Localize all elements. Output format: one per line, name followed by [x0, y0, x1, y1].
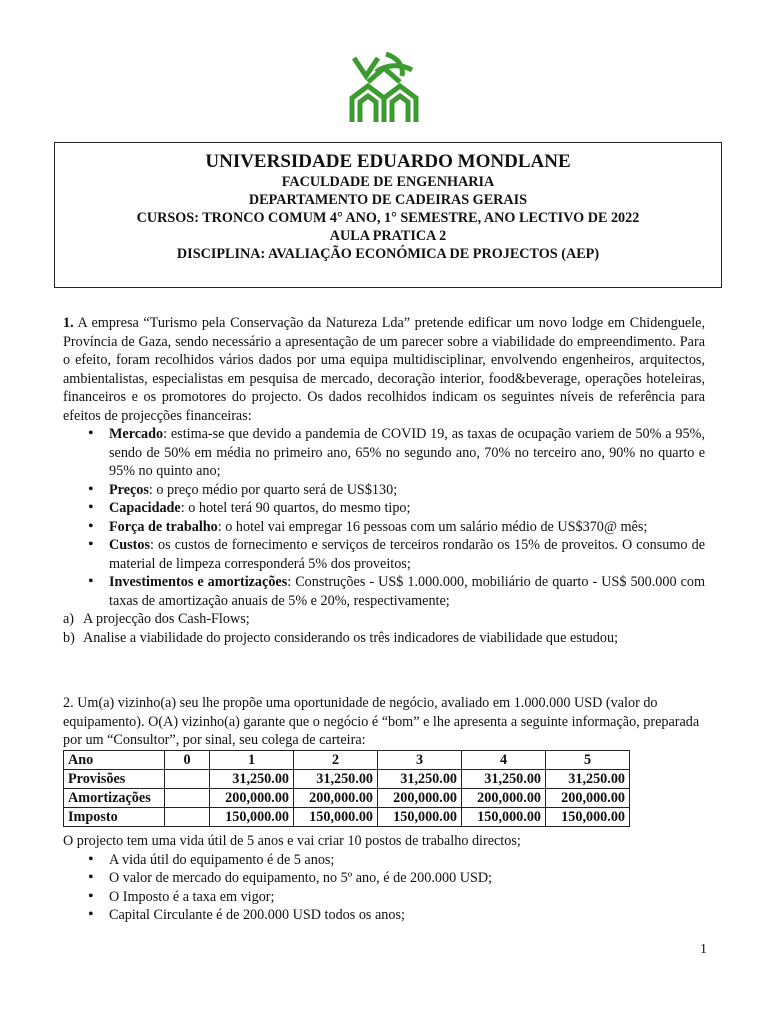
table-cell: 200,000.00 [210, 789, 294, 808]
list-item: • Capital Circulante é de 200.000 USD todos os anos; [63, 906, 713, 925]
bullet-text: : o hotel vai empregar 16 pessoas com um salário médio de US$370@ mês; [217, 518, 648, 535]
university-logo [346, 50, 422, 130]
class-line: AULA PRATICA 2 [329, 228, 447, 244]
table-cell: 150,000.00 [210, 808, 294, 827]
table-header-cell: 3 [378, 751, 462, 770]
list-item [63, 573, 705, 610]
subject-line: DISCIPLINA: AVALIAÇÃO ECONÓMICA DE PROJECTOS (AEP) [176, 246, 600, 262]
table-row [64, 789, 630, 808]
question-2-intro: 2. Um(a) vizinho(a) seu lhe propõe uma oportunidade de negócio, avaliado em 1.000.000 USD (valor do equipamento). O(A) vizinho(a) garante que o negócio é “bom” e lhe apresenta a seguinte informação, preparada por um “Consultor”, por sinal, seu colega de carteira: [63, 695, 700, 748]
list-item [63, 518, 705, 537]
item-label: b) [63, 629, 75, 646]
cash-flow-table [63, 750, 630, 827]
list-item [63, 536, 705, 573]
table-cell: Imposto [64, 808, 165, 827]
question-1-text: A empresa “Turismo pela Conservação da Natureza Lda” pretende edificar um novo lodge em Chidenguele, Província de Gaza, sendo necessário a apresentação de um parecer sobre a viabilidade do empreendimento. Para o efeito, foram recolhidos vários dados por uma equipa multidisciplinar, envolvendo engenheiros, arquitectos, ambientalistas, especialistas em pesquisa de mercado, decoração interior, food&beverage, operações hoteleiras, financeiros e os promotores do projecto. Os dados recolhidos indicam os seguintes níveis de referência para efeitos de projecções financeiras: [63, 315, 705, 424]
bullet-text: : Construções - US$ 1.000.000, mobiliário de quarto - US$ 500.000 com taxas de amortização anuais de 5% e 20%, respectivamente; [109, 574, 706, 609]
bullet-text: : o preço médio por quarto será de US$130; [148, 481, 398, 498]
table-header-cell: 0 [165, 751, 210, 770]
courses-line: CURSOS: TRONCO COMUM 4° ANO, 1° SEMESTRE, ANO LECTIVO DE 2022 [136, 210, 640, 226]
bullet-term: Investimentos e amortizações [109, 574, 288, 590]
table-header-cell: Ano [64, 751, 165, 770]
question-1-bullets [63, 425, 705, 610]
table-cell: 200,000.00 [294, 789, 378, 808]
item-text: A projecção dos Cash-Flows; [83, 611, 250, 627]
table-header-cell: 5 [546, 751, 630, 770]
question-1-intro [63, 314, 705, 425]
table-cell: 31,250.00 [378, 770, 462, 789]
table-header-cell: 1 [210, 751, 294, 770]
table-cell: 31,250.00 [462, 770, 546, 789]
bullet-term: Custos [109, 537, 150, 553]
question-2-details [63, 832, 713, 925]
question-2-bullets [63, 851, 713, 925]
table-cell: Provisões [64, 770, 165, 789]
bullet-text: : o hotel terá 90 quartos, do mesmo tipo; [180, 500, 411, 516]
page-number: 1 [700, 942, 707, 957]
table-cell [165, 808, 210, 827]
table-cell: 150,000.00 [546, 808, 630, 827]
table-cell [165, 770, 210, 789]
header-box [54, 142, 722, 288]
faculty-name: FACULDADE DE ENGENHARIA [281, 174, 495, 190]
table-cell: 200,000.00 [462, 789, 546, 808]
question-1-number: 1. [63, 315, 74, 331]
question-2-after-text: O projecto tem uma vida útil de 5 anos e vai criar 10 postos de trabalho directos; [63, 833, 521, 849]
table-cell [165, 789, 210, 808]
table-header-cell: 2 [294, 751, 378, 770]
university-name: UNIVERSIDADE EDUARDO MONDLANE [205, 151, 571, 172]
table-row [64, 770, 630, 789]
bullet-term: Preços [109, 481, 149, 498]
bullet-text: : os custos de fornecimento e serviços de terceiros rondarão os 15% de proveitos. O consumo de material de limpeza corresponderá 5% dos proveitos; [109, 537, 705, 572]
table-cell: 31,250.00 [210, 770, 294, 789]
exercise-content [63, 314, 705, 750]
list-item: • O valor de mercado do equipamento, no 5º ano, é de 200.000 USD; [63, 869, 713, 888]
table-cell: 150,000.00 [462, 808, 546, 827]
question-1-item-a [63, 610, 705, 629]
table-cell: 150,000.00 [294, 808, 378, 827]
item-text: Analise a viabilidade do projecto considerando os três indicadores de viabilidade que estudou; [83, 629, 619, 646]
list-item [63, 425, 705, 481]
table-cell: 200,000.00 [378, 789, 462, 808]
question-1-item-b [63, 629, 705, 648]
table-cell: Amortizações [64, 789, 165, 808]
list-item [63, 481, 705, 500]
list-item [63, 499, 705, 518]
department-name: DEPARTAMENTO DE CADEIRAS GERAIS [248, 192, 528, 208]
item-label: a) [63, 611, 75, 627]
table-cell: 200,000.00 [546, 789, 630, 808]
bullet-text: : estima-se que devido a pandemia de COVID 19, as taxas de ocupação variem de 50% a 95%, sendo de 50% em média no primeiro ano, 65% no segundo ano, 70% no terceiro ano, 90% no quarto e 95% no quinto ano; [109, 426, 705, 479]
list-item: • A vida útil do equipamento é de 5 anos; [63, 851, 713, 870]
table-cell: 31,250.00 [546, 770, 630, 789]
table-cell: 31,250.00 [294, 770, 378, 789]
list-item: • O Imposto é a taxa em vigor; [63, 888, 713, 907]
table-header-row [64, 751, 630, 770]
bullet-term: Capacidade [109, 500, 181, 516]
table-cell: 150,000.00 [378, 808, 462, 827]
bullet-term: Mercado [109, 426, 164, 442]
table-row [64, 808, 630, 827]
table-header-cell: 4 [462, 751, 546, 770]
bullet-term: Força de trabalho [109, 518, 218, 535]
